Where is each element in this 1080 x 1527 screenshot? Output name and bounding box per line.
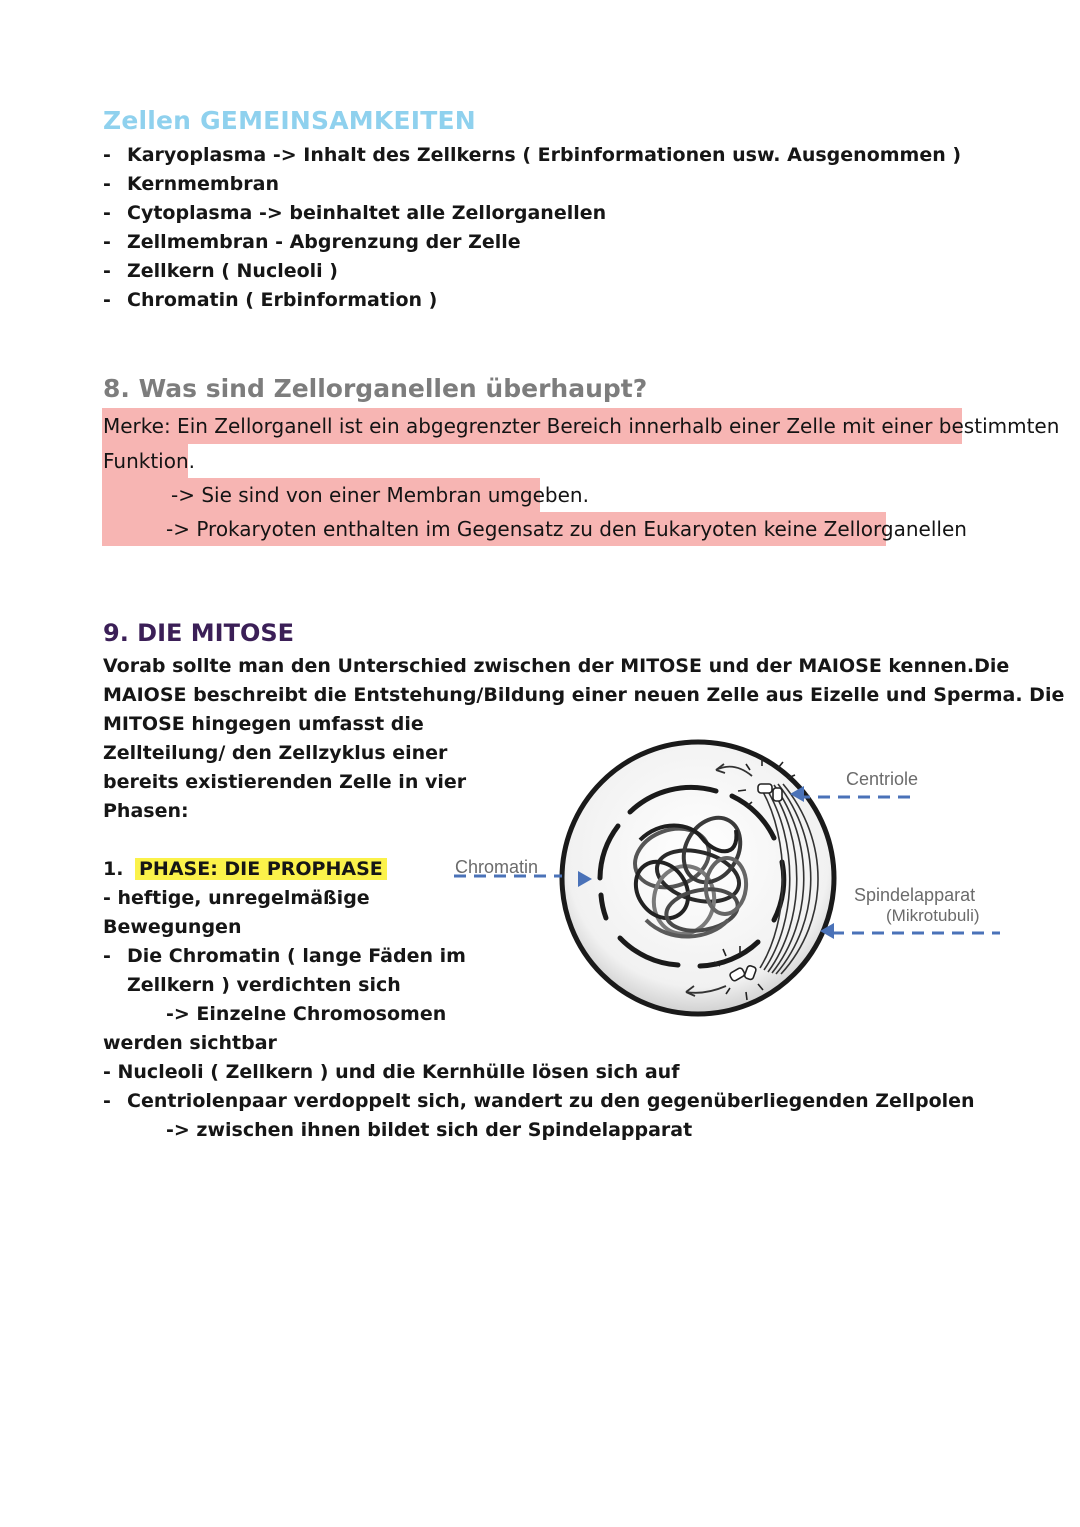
phase-line: - Centriolenpaar verdoppelt sich, wandert zu den gegenüberliegenden Zellpolen bbox=[103, 1090, 975, 1112]
label-spindle: Spindelapparat bbox=[854, 885, 976, 905]
list-item: - Karyoplasma -> Inhalt des Zellkerns ( Erbinformationen usw. Ausgenommen ) bbox=[103, 144, 962, 166]
phase-line: - Nucleoli ( Zellkern ) und die Kernhülle lösen sich auf bbox=[103, 1061, 680, 1083]
paragraph-line: MAIOSE beschreibt die Entstehung/Bildung einer neuen Zelle aus Eizelle und Sperma. Die bbox=[103, 684, 1065, 706]
label-spindle-sub: (Mikrotubuli) bbox=[886, 906, 980, 925]
heading-mitosis: 9. DIE MITOSE bbox=[103, 619, 295, 647]
phase-line: -> Einzelne Chromosomen bbox=[166, 1003, 447, 1025]
merke-point: -> Prokaryoten enthalten im Gegensatz zu den Eukaryoten keine Zellorganellen bbox=[166, 517, 967, 541]
phase-number: 1. bbox=[103, 858, 124, 880]
paragraph-line: Vorab sollte man den Unterschied zwischen der MITOSE und der MAIOSE kennen.Die bbox=[103, 655, 1010, 677]
merke-line: Merke: Ein Zellorganell ist ein abgegrenzter Bereich innerhalb einer Zelle mit einer bestimmten bbox=[103, 414, 1060, 438]
phase-title: PHASE: DIE PROPHASE bbox=[135, 858, 387, 880]
phase-heading bbox=[103, 855, 387, 884]
list-item: - Zellmembran - Abgrenzung der Zelle bbox=[103, 231, 521, 253]
phase-line: -> zwischen ihnen bildet sich der Spindelapparat bbox=[166, 1119, 693, 1141]
paragraph-line: Zellteilung/ den Zellzyklus einer bbox=[103, 742, 448, 764]
paragraph-line: MITOSE hingegen umfasst die bbox=[103, 713, 424, 735]
phase-line: - heftige, unregelmäßige bbox=[103, 887, 370, 909]
phase-line: - Die Chromatin ( lange Fäden im bbox=[103, 945, 466, 967]
label-centriole: Centriole bbox=[846, 769, 919, 789]
cell-membrane bbox=[562, 742, 834, 1014]
list-item: - Zellkern ( Nucleoli ) bbox=[103, 260, 338, 282]
label-chromatin: Chromatin bbox=[455, 857, 539, 877]
list-item: - Cytoplasma -> beinhaltet alle Zellorganellen bbox=[103, 202, 607, 224]
phase-line: Zellkern ) verdichten sich bbox=[127, 974, 401, 996]
paragraph-line: Phasen: bbox=[103, 800, 189, 822]
heading-common-features: Zellen GEMEINSAMKEITEN bbox=[103, 106, 476, 135]
list-item: - Chromatin ( Erbinformation ) bbox=[103, 289, 438, 311]
list-item: - Kernmembran bbox=[103, 173, 279, 195]
merke-point: -> Sie sind von einer Membran umgeben. bbox=[171, 483, 589, 507]
phase-line: werden sichtbar bbox=[103, 1032, 277, 1054]
merke-line: Funktion. bbox=[103, 449, 196, 473]
paragraph-line: bereits existierenden Zelle in vier bbox=[103, 771, 467, 793]
heading-organelles: 8. Was sind Zellorganellen überhaupt? bbox=[103, 374, 648, 403]
phase-line: Bewegungen bbox=[103, 916, 242, 938]
